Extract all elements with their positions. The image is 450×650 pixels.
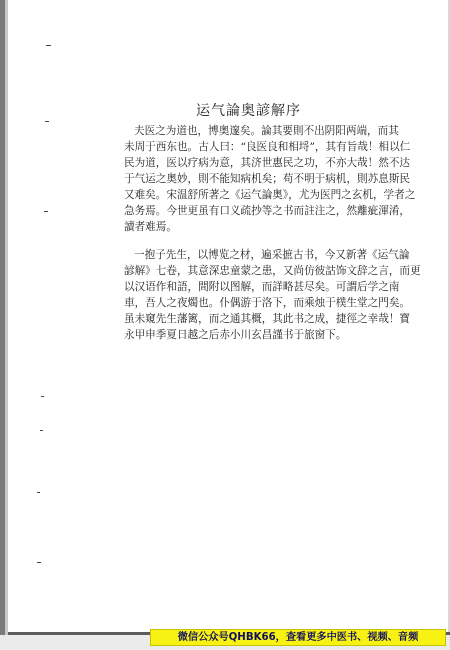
text-line: 急务焉。今世更虽有口义疏抄等之书而註注之，然離疵渾淆， — [124, 205, 411, 217]
scan-speck — [37, 562, 41, 563]
watermark-banner: 微信公众号QHBK66，查看更多中医书、视频、音频 — [150, 629, 446, 646]
scan-speck — [46, 45, 51, 46]
viewer-left-gutter — [5, 0, 8, 650]
text-line: 又难矣。宋温舒所著之《运气論奥》，尤为医門之玄机，学者之 — [124, 189, 416, 201]
scan-speck — [45, 121, 49, 122]
text-line: 讀者难焉。 — [124, 221, 177, 233]
scan-speck — [40, 430, 43, 431]
scan-speck — [44, 211, 48, 212]
text-line: 未周于西东也。古人曰：“良医良和相埒”，其有旨哉！相以仁 — [124, 141, 411, 153]
text-line: 一抱子先生，以博览之材，遍采摭古书，今又新著《运气論 — [134, 249, 410, 261]
text-line: 以汉语作和語，間附以图解，而詳略甚尽矣。可謂后学之南 — [124, 281, 400, 293]
text-line: 虽未窺先生藩篱，而之通其概，其此书之成，捷徑之幸哉！寶 — [124, 313, 411, 325]
text-line: 永甲申季夏日越之后赤小川玄昌謹书于旅窗下。 — [124, 329, 347, 341]
text-line: 于气运之奥妙，則不能知病机矣；苟不明于病机，則苏息斯民 — [124, 173, 411, 185]
text-line: 夫医之为道也，博奥邃矣。論其要則不出阴阳两端，而其 — [134, 125, 399, 137]
scan-speck — [41, 396, 44, 397]
text-line: 車，吾人之夜燭也。仆偶游于洛下，而乘烛于樸生堂之門矣。 — [124, 297, 411, 309]
scan-speck — [37, 492, 40, 493]
text-line: 諺解》七卷，其意深忠童蒙之患，又尚仿彼詁饰文辞之言，而更 — [124, 265, 421, 277]
document-title: 运气論奥諺解序 — [196, 103, 301, 119]
text-line: 民为道，医以疗病为意，其济世惠民之功，不亦大哉！然不达 — [124, 157, 411, 169]
